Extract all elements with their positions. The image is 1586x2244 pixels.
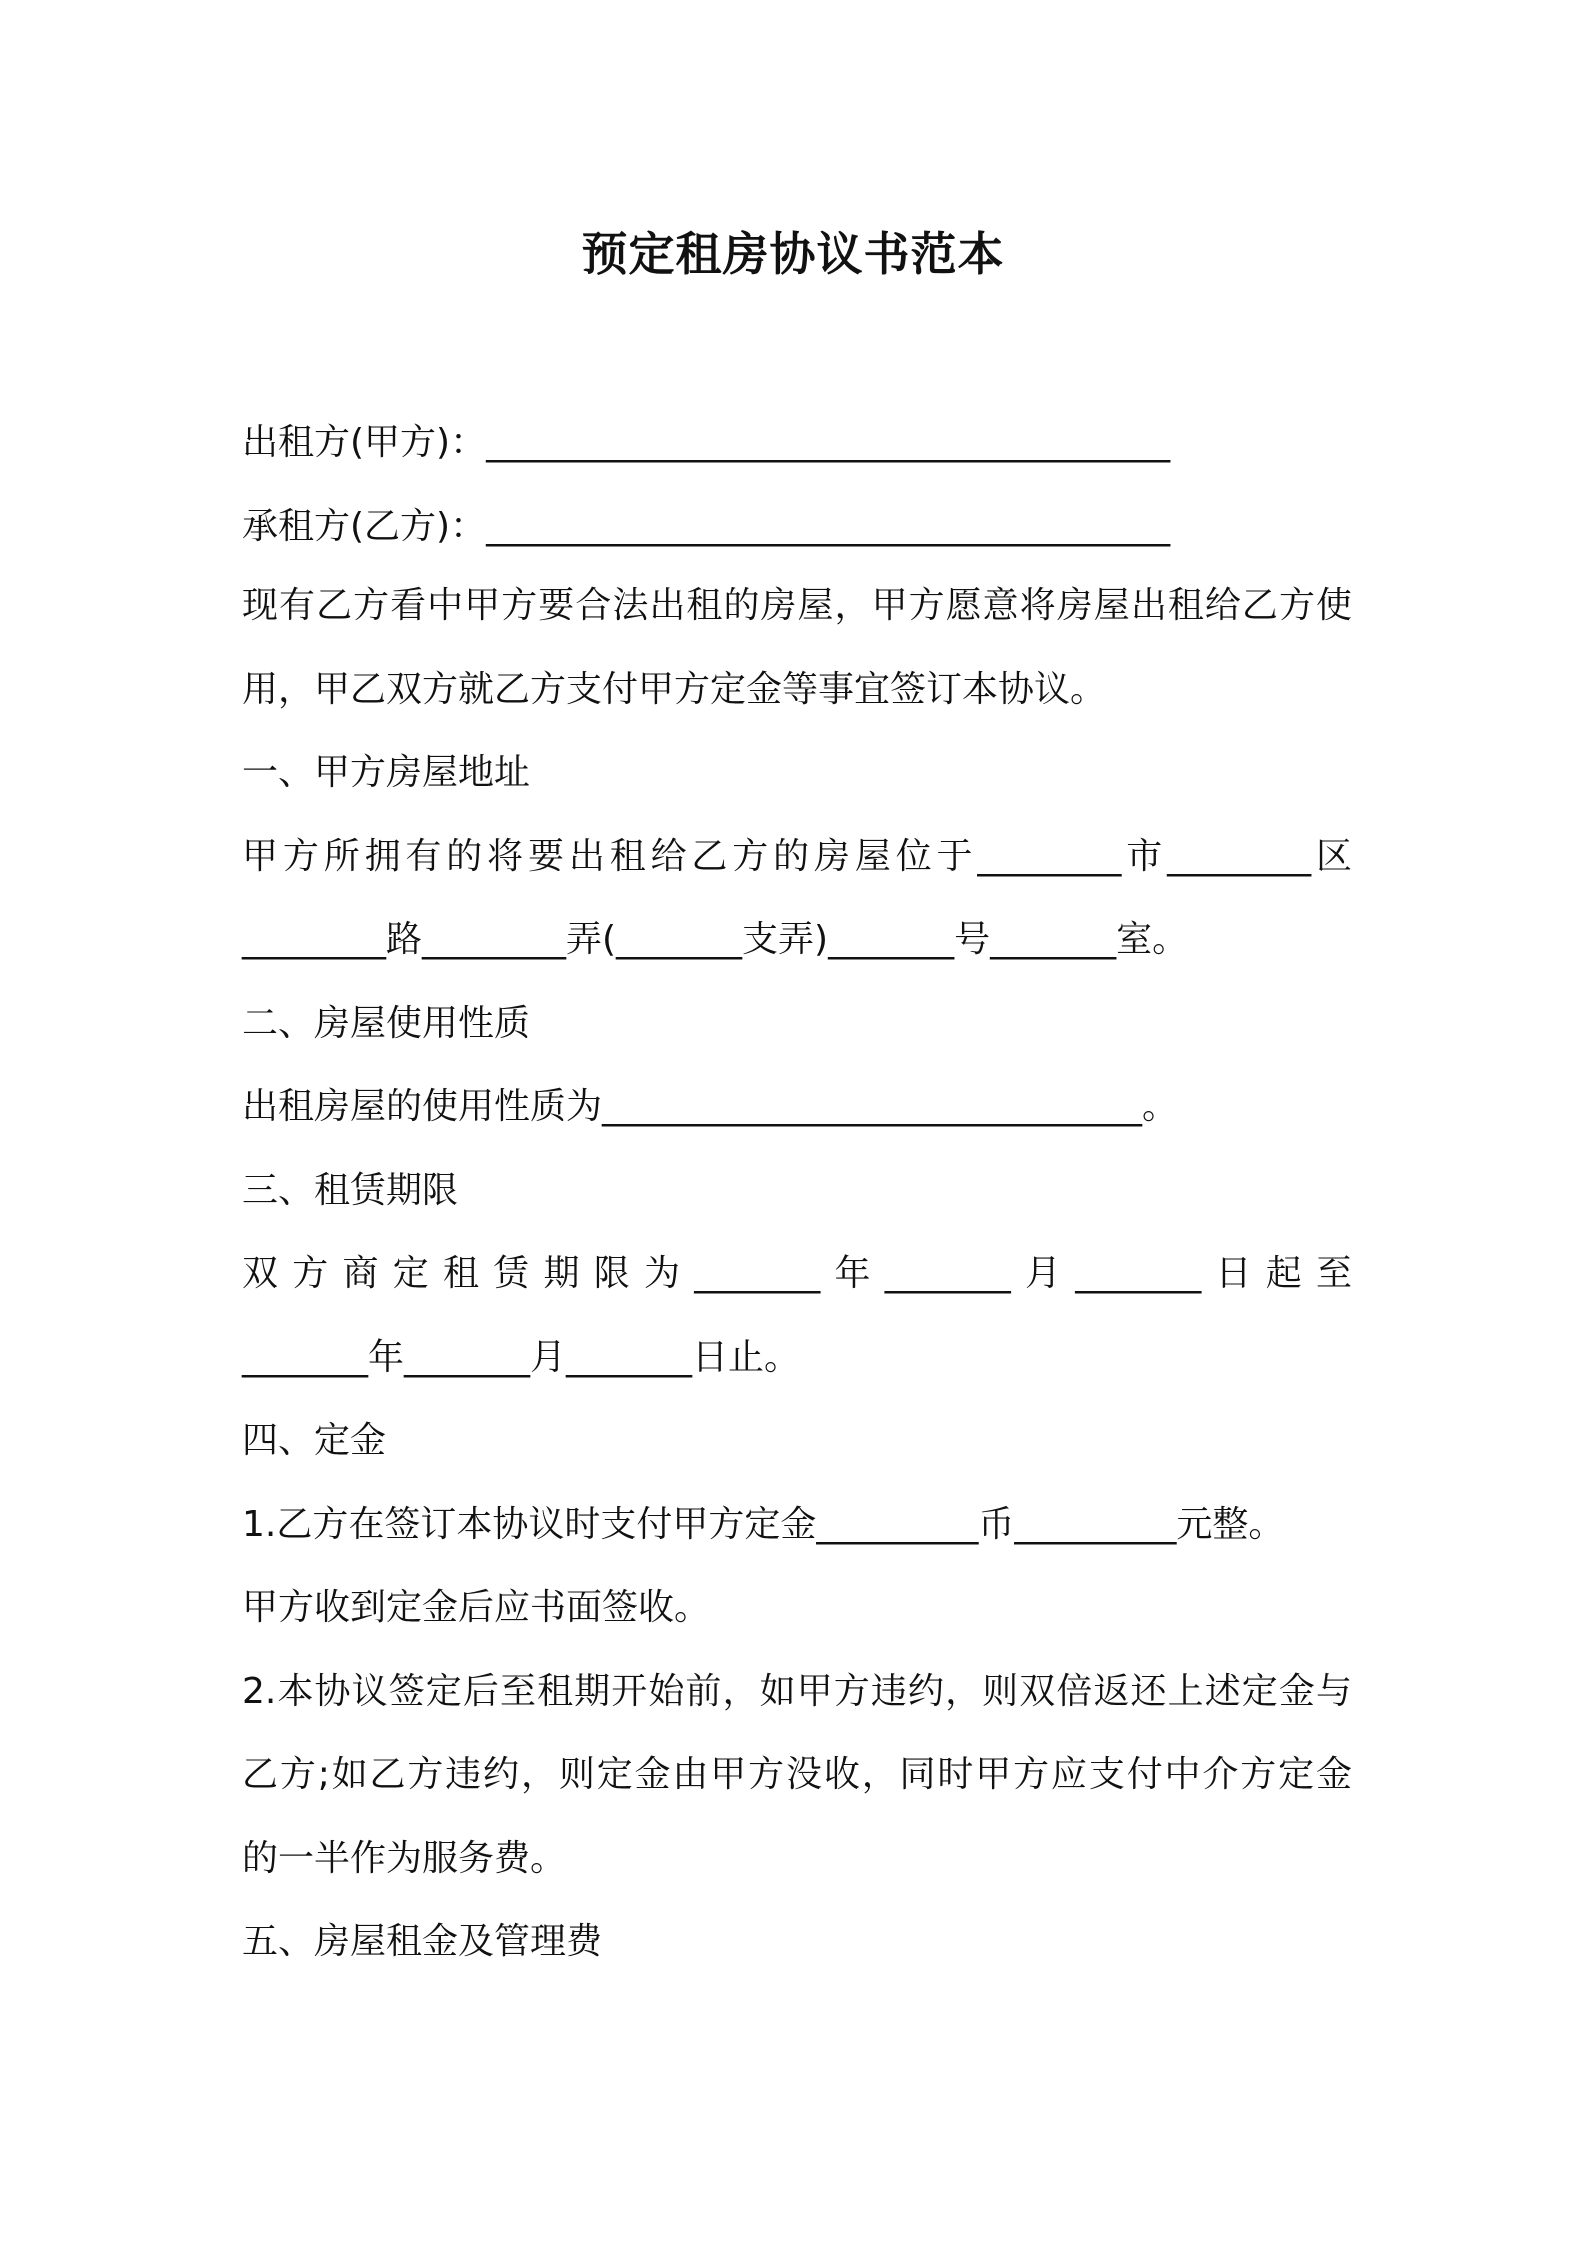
deposit-line-5: 的一半作为服务费。 <box>242 1838 567 1879</box>
section-3-heading: 三、租赁期限 <box>242 1170 459 1211</box>
address-line-2: ________路________弄(_______支弄)_______号_______室。 <box>242 919 1189 960</box>
section-2-heading: 二、房屋使用性质 <box>242 1003 531 1044</box>
intro-line-2: 用，甲乙双方就乙方支付甲方定金等事宜签订本协议。 <box>242 669 1107 710</box>
term-line-2: _______年_______月_______日止。 <box>242 1337 801 1378</box>
lessee-line: 承租方(乙方)：______________________________________ <box>242 506 1171 547</box>
deposit-line-4: 乙方;如乙方违约，则定金由甲方没收，同时甲方应支付中介方定金 <box>242 1754 1352 1795</box>
deposit-line-2: 甲方收到定金后应书面签收。 <box>242 1587 711 1628</box>
section-1-heading: 一、甲方房屋地址 <box>242 752 531 793</box>
section-4-heading: 四、定金 <box>242 1420 387 1461</box>
deposit-line-3: 2.本协议签定后至租期开始前，如甲方违约，则双倍返还上述定金与 <box>242 1671 1352 1712</box>
term-line-1: 双方商定租赁期限为_______年_______月_______日起至 <box>242 1253 1352 1294</box>
lessor-line: 出租方(甲方)：______________________________________ <box>242 422 1171 463</box>
deposit-line-1: 1.乙方在签订本协议时支付甲方定金_________币_________元整。 <box>242 1504 1285 1545</box>
address-line-1: 甲方所拥有的将要出租给乙方的房屋位于________市________区 <box>242 836 1352 877</box>
document-title: 预定租房协议书范本 <box>581 227 1005 281</box>
intro-line-1: 现有乙方看中甲方要合法出租的房屋，甲方愿意将房屋出租给乙方使 <box>242 585 1352 626</box>
section-5-heading: 五、房屋租金及管理费 <box>242 1921 603 1962</box>
usage-line: 出租房屋的使用性质为______________________________。 <box>242 1086 1179 1127</box>
